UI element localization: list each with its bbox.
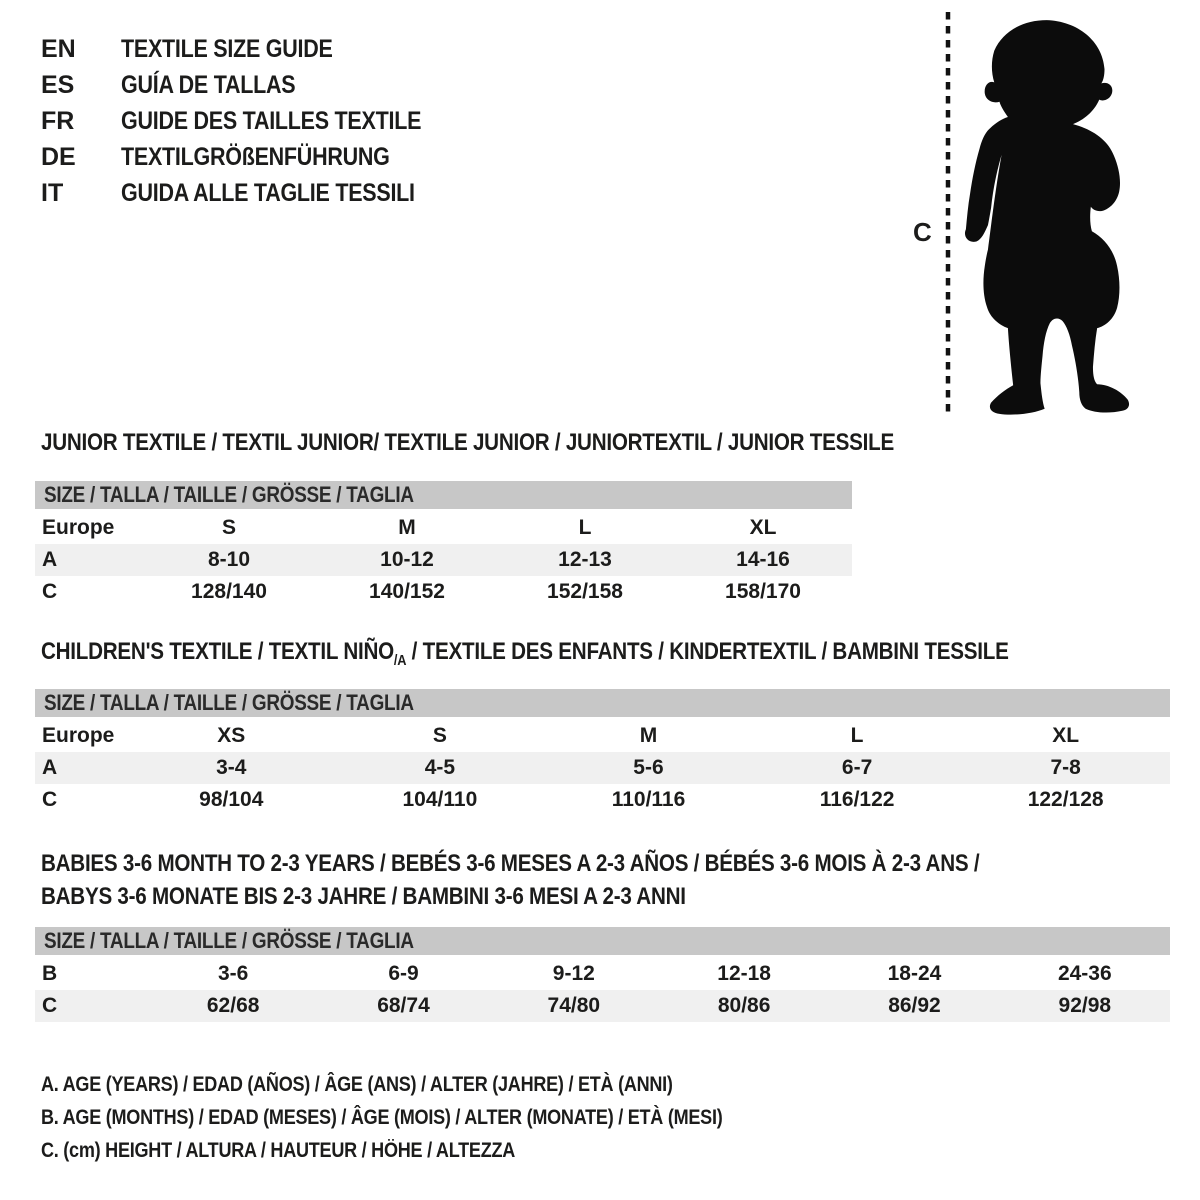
value-cell: 6-9 xyxy=(388,962,419,985)
legend-line-b xyxy=(41,1101,833,1134)
size-labels-row xyxy=(35,720,1170,752)
value-cell: 140/152 xyxy=(369,580,445,603)
value-cell: 116/122 xyxy=(819,788,895,811)
size-cell: M xyxy=(398,516,416,539)
value-cell: 92/98 xyxy=(1058,994,1112,1017)
language-title: TEXTILGRÖßENFÜHRUNG xyxy=(121,142,390,171)
legend-line-c xyxy=(41,1134,833,1167)
age-years-row xyxy=(35,544,852,576)
junior-section-heading xyxy=(41,429,1033,457)
row-label: C xyxy=(42,994,58,1017)
language-list xyxy=(41,31,470,211)
children-section-heading xyxy=(41,638,1166,669)
language-code: ES xyxy=(41,70,75,99)
value-cell: 4-5 xyxy=(424,756,456,779)
value-cell: 98/104 xyxy=(199,788,264,811)
height-measure-label: C xyxy=(913,217,932,247)
language-row-es xyxy=(41,67,470,103)
value-cell: 24-36 xyxy=(1057,962,1112,985)
row-label: A xyxy=(42,548,58,571)
size-cell: S xyxy=(221,516,236,539)
language-title: GUÍA DE TALLAS xyxy=(121,70,296,99)
size-labels-row xyxy=(35,512,852,544)
value-cell: 18-24 xyxy=(887,962,942,985)
language-row-fr xyxy=(41,103,470,139)
size-cell: M xyxy=(639,724,658,747)
value-cell: 110/116 xyxy=(611,788,686,811)
junior-heading-text: JUNIOR TEXTILE / TEXTIL JUNIOR/ TEXTILE JUNIOR / JUNIORTEXTIL / JUNIOR TESSILE xyxy=(41,429,894,456)
age-months-row xyxy=(35,958,1170,990)
babies-section-heading xyxy=(41,847,1132,913)
value-cell: 10-12 xyxy=(380,548,434,571)
row-label: A xyxy=(42,756,58,779)
value-cell: 7-8 xyxy=(1050,756,1081,779)
row-label: B xyxy=(42,962,58,985)
value-cell: 80/86 xyxy=(717,994,771,1017)
value-cell: 62/68 xyxy=(206,994,260,1017)
size-header-bar xyxy=(35,481,852,509)
junior-size-table xyxy=(35,481,852,608)
region-label: Europe xyxy=(42,516,115,539)
value-cell: 68/74 xyxy=(377,994,430,1017)
value-cell: 128/140 xyxy=(191,580,267,603)
babies-heading-line1: BABIES 3-6 MONTH TO 2-3 YEARS / BEBÉS 3-6 MESES A 2-3 AÑOS / BÉBÉS 3-6 MOIS À 2-3 ANS / xyxy=(41,850,980,877)
size-cell: XL xyxy=(1052,724,1080,747)
children-heading-pre: CHILDREN'S TEXTILE / TEXTIL NIÑO xyxy=(41,638,394,665)
age-years-row xyxy=(35,752,1170,784)
value-cell: 74/80 xyxy=(547,994,601,1017)
value-cell: 12-18 xyxy=(717,962,771,985)
value-cell: 158/170 xyxy=(725,580,801,603)
language-title: TEXTILE SIZE GUIDE xyxy=(121,34,333,63)
size-header-text: SIZE / TALLA / TAILLE / GRÖSSE / TAGLIA xyxy=(44,928,414,953)
value-cell: 152/158 xyxy=(547,580,623,603)
language-code: FR xyxy=(41,106,75,135)
legend-text: C. (cm) HEIGHT / ALTURA / HAUTEUR / HÖHE / ALTEZZA xyxy=(41,1138,516,1162)
language-title: GUIDA ALLE TAGLIE TESSILI xyxy=(121,178,415,207)
legend-line-a xyxy=(41,1068,833,1101)
value-cell: 14-16 xyxy=(736,548,790,571)
row-label: C xyxy=(42,788,58,811)
size-cell: XS xyxy=(217,724,246,747)
value-cell: 6-7 xyxy=(841,756,873,779)
children-heading-post: / TEXTILE DES ENFANTS / KINDERTEXTIL / BAMBINI TESSILE xyxy=(406,638,1009,665)
language-title: GUIDE DES TAILLES TEXTILE xyxy=(121,106,422,135)
value-cell: 12-13 xyxy=(558,548,612,571)
value-cell: 86/92 xyxy=(888,994,941,1017)
measure-legend xyxy=(41,1068,833,1167)
language-code: DE xyxy=(41,142,76,171)
size-cell: L xyxy=(578,516,592,539)
children-heading-subscript: /A xyxy=(393,652,407,669)
size-cell: XL xyxy=(749,516,777,539)
size-header-text: SIZE / TALLA / TAILLE / GRÖSSE / TAGLIA xyxy=(44,482,414,507)
value-cell: 122/128 xyxy=(1027,788,1104,811)
value-cell: 3-6 xyxy=(217,962,249,985)
babies-size-table xyxy=(35,927,1170,1022)
value-cell: 3-4 xyxy=(216,756,247,779)
baby-silhouette xyxy=(965,20,1129,415)
legend-text: A. AGE (YEARS) / EDAD (AÑOS) / ÂGE (ANS) / ALTER (JAHRE) / ETÀ (ANNI) xyxy=(41,1072,673,1096)
babies-heading-line2: BABYS 3-6 MONATE BIS 2-3 JAHRE / BAMBINI 3-6 MESI A 2-3 ANNI xyxy=(41,883,686,910)
size-header-bar xyxy=(35,689,1170,717)
children-heading-text xyxy=(41,638,1009,669)
height-cm-row xyxy=(35,784,1170,816)
language-row-de xyxy=(41,139,470,175)
value-cell: 104/110 xyxy=(402,788,478,811)
language-code: EN xyxy=(41,34,76,63)
language-code: IT xyxy=(41,178,64,207)
height-cm-row xyxy=(35,576,852,608)
language-row-it xyxy=(41,175,470,211)
region-label: Europe xyxy=(42,724,115,747)
size-cell: L xyxy=(850,724,864,747)
baby-figure xyxy=(890,8,1180,428)
size-cell: S xyxy=(432,724,447,747)
value-cell: 9-12 xyxy=(552,962,595,985)
value-cell: 8-10 xyxy=(207,548,251,571)
size-header-bar xyxy=(35,927,1170,955)
language-row-en xyxy=(41,31,470,67)
legend-text: B. AGE (MONTHS) / EDAD (MESES) / ÂGE (MOIS) / ALTER (MONATE) / ETÀ (MESI) xyxy=(41,1105,723,1129)
row-label: C xyxy=(42,580,58,603)
value-cell: 5-6 xyxy=(633,756,664,779)
height-cm-row xyxy=(35,990,1170,1022)
size-header-text: SIZE / TALLA / TAILLE / GRÖSSE / TAGLIA xyxy=(44,690,414,715)
children-size-table xyxy=(35,689,1170,816)
